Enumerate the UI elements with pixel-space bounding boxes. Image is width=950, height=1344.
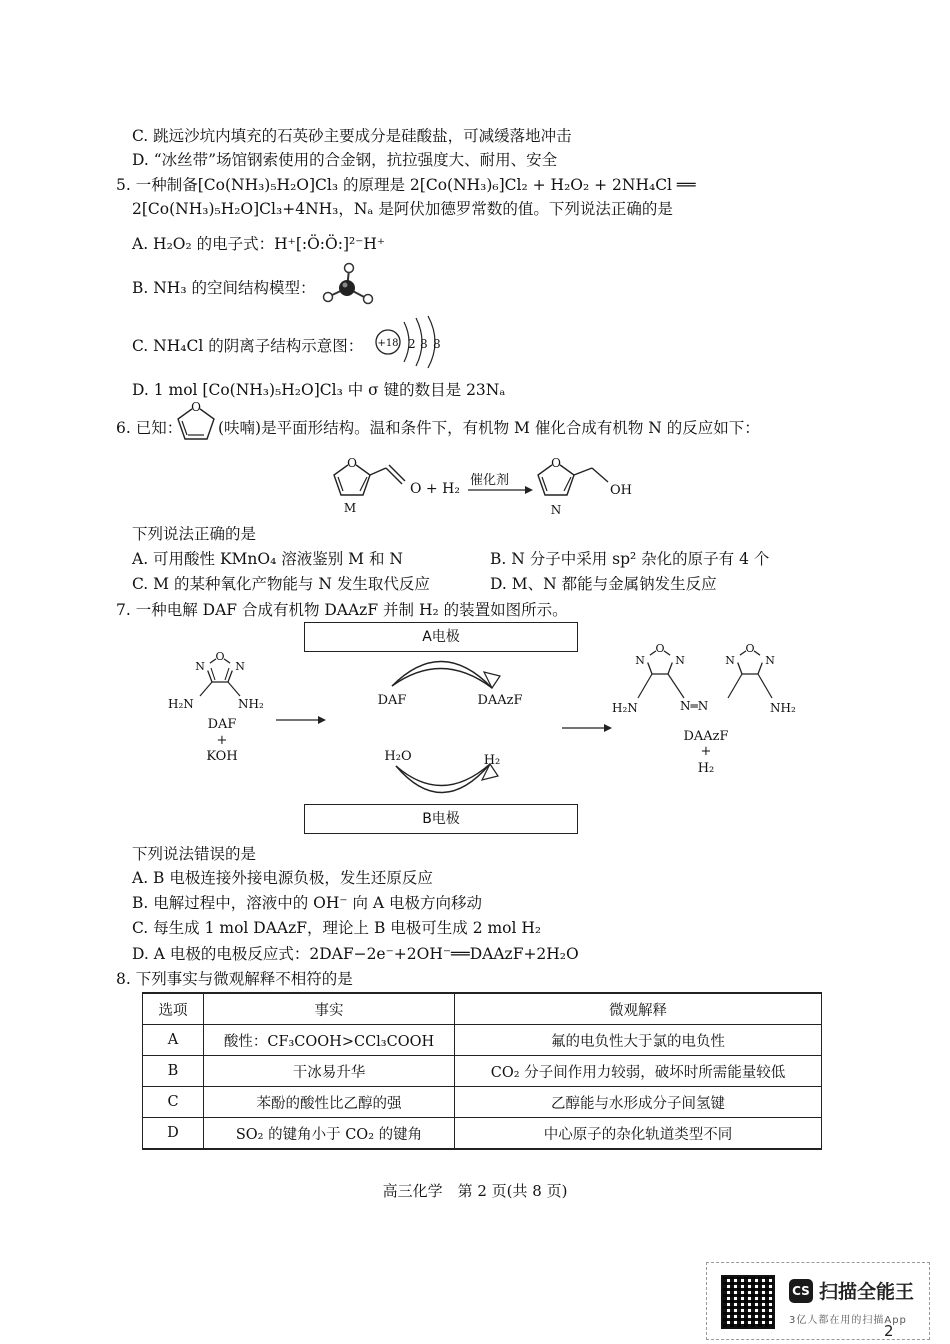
left-plus: + bbox=[216, 733, 228, 748]
q7-option-a: A. B 电极连接外接电源负极，发生还原反应 bbox=[132, 869, 433, 887]
daazf-out-label: DAAzF bbox=[477, 693, 523, 708]
nh3-ball-stick-model bbox=[322, 262, 382, 308]
q5-option-b: B. NH₃ 的空间结构模型： bbox=[132, 279, 316, 297]
row-explanation: 中心原子的杂化轨道类型不同 bbox=[455, 1118, 822, 1150]
table-row bbox=[143, 1087, 822, 1118]
watermark-tagline: 3亿人都在用的扫描App bbox=[789, 1315, 907, 1326]
shell-2-electrons: 8 bbox=[420, 337, 428, 351]
q6-stem-rest: (呋喃)是平面形结构。温和条件下，有机物 M 催化合成有机物 N 的反应如下： bbox=[218, 419, 760, 437]
svg-text:N: N bbox=[675, 654, 685, 667]
left-name-daf: DAF bbox=[207, 717, 237, 732]
q8-table bbox=[142, 992, 822, 1150]
row-option: C bbox=[143, 1087, 204, 1118]
svg-text:O: O bbox=[655, 642, 665, 655]
page-number: 2 bbox=[884, 1322, 894, 1340]
row-fact: 酸性：CF₃COOH>CCl₃COOH bbox=[204, 1025, 455, 1056]
row-fact: 干冰易升华 bbox=[204, 1056, 455, 1087]
row-option: B bbox=[143, 1056, 204, 1087]
right-name-h2: H₂ bbox=[697, 761, 715, 776]
row-explanation: 乙醇能与水形成分子间氢键 bbox=[455, 1087, 822, 1118]
row-option: A bbox=[143, 1025, 204, 1056]
catalyst-label: 催化剂 bbox=[470, 473, 510, 488]
svg-text:O: O bbox=[745, 642, 755, 655]
svg-text:O: O bbox=[215, 650, 225, 663]
qr-code-icon bbox=[721, 1275, 775, 1329]
h2-out-label: H₂ bbox=[483, 753, 501, 768]
shell-1-electrons: 2 bbox=[408, 337, 416, 351]
table-row bbox=[143, 1025, 822, 1056]
furan-structure bbox=[174, 402, 218, 444]
svg-text:N: N bbox=[235, 660, 245, 673]
q4-option-d: D. “冰丝带”场馆钢索使用的合金钢，抗拉强度大、耐用、安全 bbox=[132, 151, 558, 169]
row-explanation: CO₂ 分子间作用力较弱，破坏时所需能量较低 bbox=[455, 1056, 822, 1087]
q7-stem: 7. 一种电解 DAF 合成有机物 DAAzF 并制 H₂ 的装置如图所示。 bbox=[116, 601, 568, 619]
q5-option-a: A. H₂O₂ 的电子式：H⁺[:Ö:Ö:]²⁻H⁺ bbox=[132, 235, 386, 253]
q6-stem-prefix: 6. 已知： bbox=[116, 419, 183, 437]
table-row bbox=[143, 1118, 822, 1150]
right-plus: + bbox=[700, 744, 712, 759]
h2o-in-label: H₂O bbox=[384, 749, 412, 764]
svg-text:H₂N: H₂N bbox=[168, 697, 194, 711]
camscanner-logo-icon: CS bbox=[789, 1279, 813, 1303]
svg-text:NH₂: NH₂ bbox=[238, 697, 264, 711]
q6-option-a: A. 可用酸性 KMnO₄ 溶液鉴别 M 和 N bbox=[132, 550, 403, 568]
electrode-a: A电极 bbox=[304, 622, 578, 652]
q6-ask: 下列说法正确的是 bbox=[132, 525, 257, 543]
svg-text:N═N: N═N bbox=[680, 699, 709, 713]
q5-option-d: D. 1 mol [Co(NH₃)₅H₂O]Cl₃ 中 σ 键的数目是 23Nₐ bbox=[132, 381, 506, 399]
svg-text:N: N bbox=[765, 654, 775, 667]
chloride-ion-structure-diagram bbox=[374, 314, 454, 370]
svg-text:O: O bbox=[551, 456, 561, 470]
header-explanation: 微观解释 bbox=[455, 993, 822, 1025]
scanner-watermark bbox=[706, 1262, 930, 1340]
left-name-koh: KOH bbox=[206, 749, 238, 764]
q5-option-c: C. NH₄Cl 的阴离子结构示意图： bbox=[132, 337, 364, 355]
plus-h2: O + H₂ bbox=[410, 481, 460, 497]
row-option: D bbox=[143, 1118, 204, 1150]
row-explanation: 氟的电负性大于氯的电负性 bbox=[455, 1025, 822, 1056]
q6-option-d: D. M、N 都能与金属钠发生反应 bbox=[490, 575, 717, 593]
row-fact: SO₂ 的键角小于 CO₂ 的键角 bbox=[204, 1118, 455, 1150]
svg-text:N: N bbox=[635, 654, 645, 667]
q8-stem: 8. 下列事实与微观解释不相符的是 bbox=[116, 970, 353, 988]
row-fact: 苯酚的酸性比乙醇的强 bbox=[204, 1087, 455, 1118]
hydroxyl-label: OH bbox=[610, 483, 632, 498]
daazf-structure bbox=[612, 642, 796, 715]
table-row bbox=[143, 1056, 822, 1087]
q7-option-d: D. A 电极的电极反应式：2DAF−2e⁻+2OH⁻══DAAzF+2H₂O bbox=[132, 945, 579, 963]
svg-text:NH₂: NH₂ bbox=[770, 701, 796, 715]
daf-structure bbox=[168, 650, 264, 711]
q5-stem-line1: 5. 一种制备[Co(NH₃)₅H₂O]Cl₃ 的原理是 2[Co(NH₃)₆]Cl₂ + H₂O₂ + 2NH₄Cl ══ bbox=[116, 176, 696, 194]
right-name-daazf: DAAzF bbox=[683, 729, 729, 744]
svg-text:H₂N: H₂N bbox=[612, 701, 638, 715]
page-footer: 高三化学 第 2 页(共 8 页) bbox=[382, 1182, 568, 1200]
svg-text:N: N bbox=[725, 654, 735, 667]
header-fact: 事实 bbox=[204, 993, 455, 1025]
q6-option-c: C. M 的某种氧化产物能与 N 发生取代反应 bbox=[132, 575, 430, 593]
electrolysis-diagram bbox=[160, 636, 810, 786]
q5-stem-line2: 2[Co(NH₃)₅H₂O]Cl₃+4NH₃，Nₐ 是阿伏加德罗常数的值。下列说法正确的是 bbox=[132, 200, 673, 218]
svg-text:O: O bbox=[347, 456, 357, 470]
watermark-app-name: 扫描全能王 bbox=[819, 1281, 915, 1303]
reaction-scheme-m-to-n bbox=[330, 450, 650, 520]
label-m: M bbox=[343, 501, 357, 515]
furan-oxygen: O bbox=[191, 400, 201, 414]
shell-3-electrons: 8 bbox=[433, 337, 441, 351]
svg-text:N: N bbox=[195, 660, 205, 673]
q7-ask: 下列说法错误的是 bbox=[132, 845, 257, 863]
q7-option-c: C. 每生成 1 mol DAAzF，理论上 B 电极可生成 2 mol H₂ bbox=[132, 919, 542, 937]
label-n: N bbox=[550, 503, 562, 517]
q4-option-c: C. 跳远沙坑内填充的石英砂主要成分是硅酸盐，可减缓落地冲击 bbox=[132, 127, 572, 145]
nucleus-charge: +18 bbox=[377, 338, 399, 349]
header-option: 选项 bbox=[143, 993, 204, 1025]
q6-option-b: B. N 分子中采用 sp² 杂化的原子有 4 个 bbox=[490, 550, 770, 568]
electrode-b: B电极 bbox=[304, 804, 578, 834]
daf-in-label: DAF bbox=[377, 693, 407, 708]
q7-option-b: B. 电解过程中，溶液中的 OH⁻ 向 A 电极方向移动 bbox=[132, 894, 483, 912]
table-header-row bbox=[143, 993, 822, 1025]
